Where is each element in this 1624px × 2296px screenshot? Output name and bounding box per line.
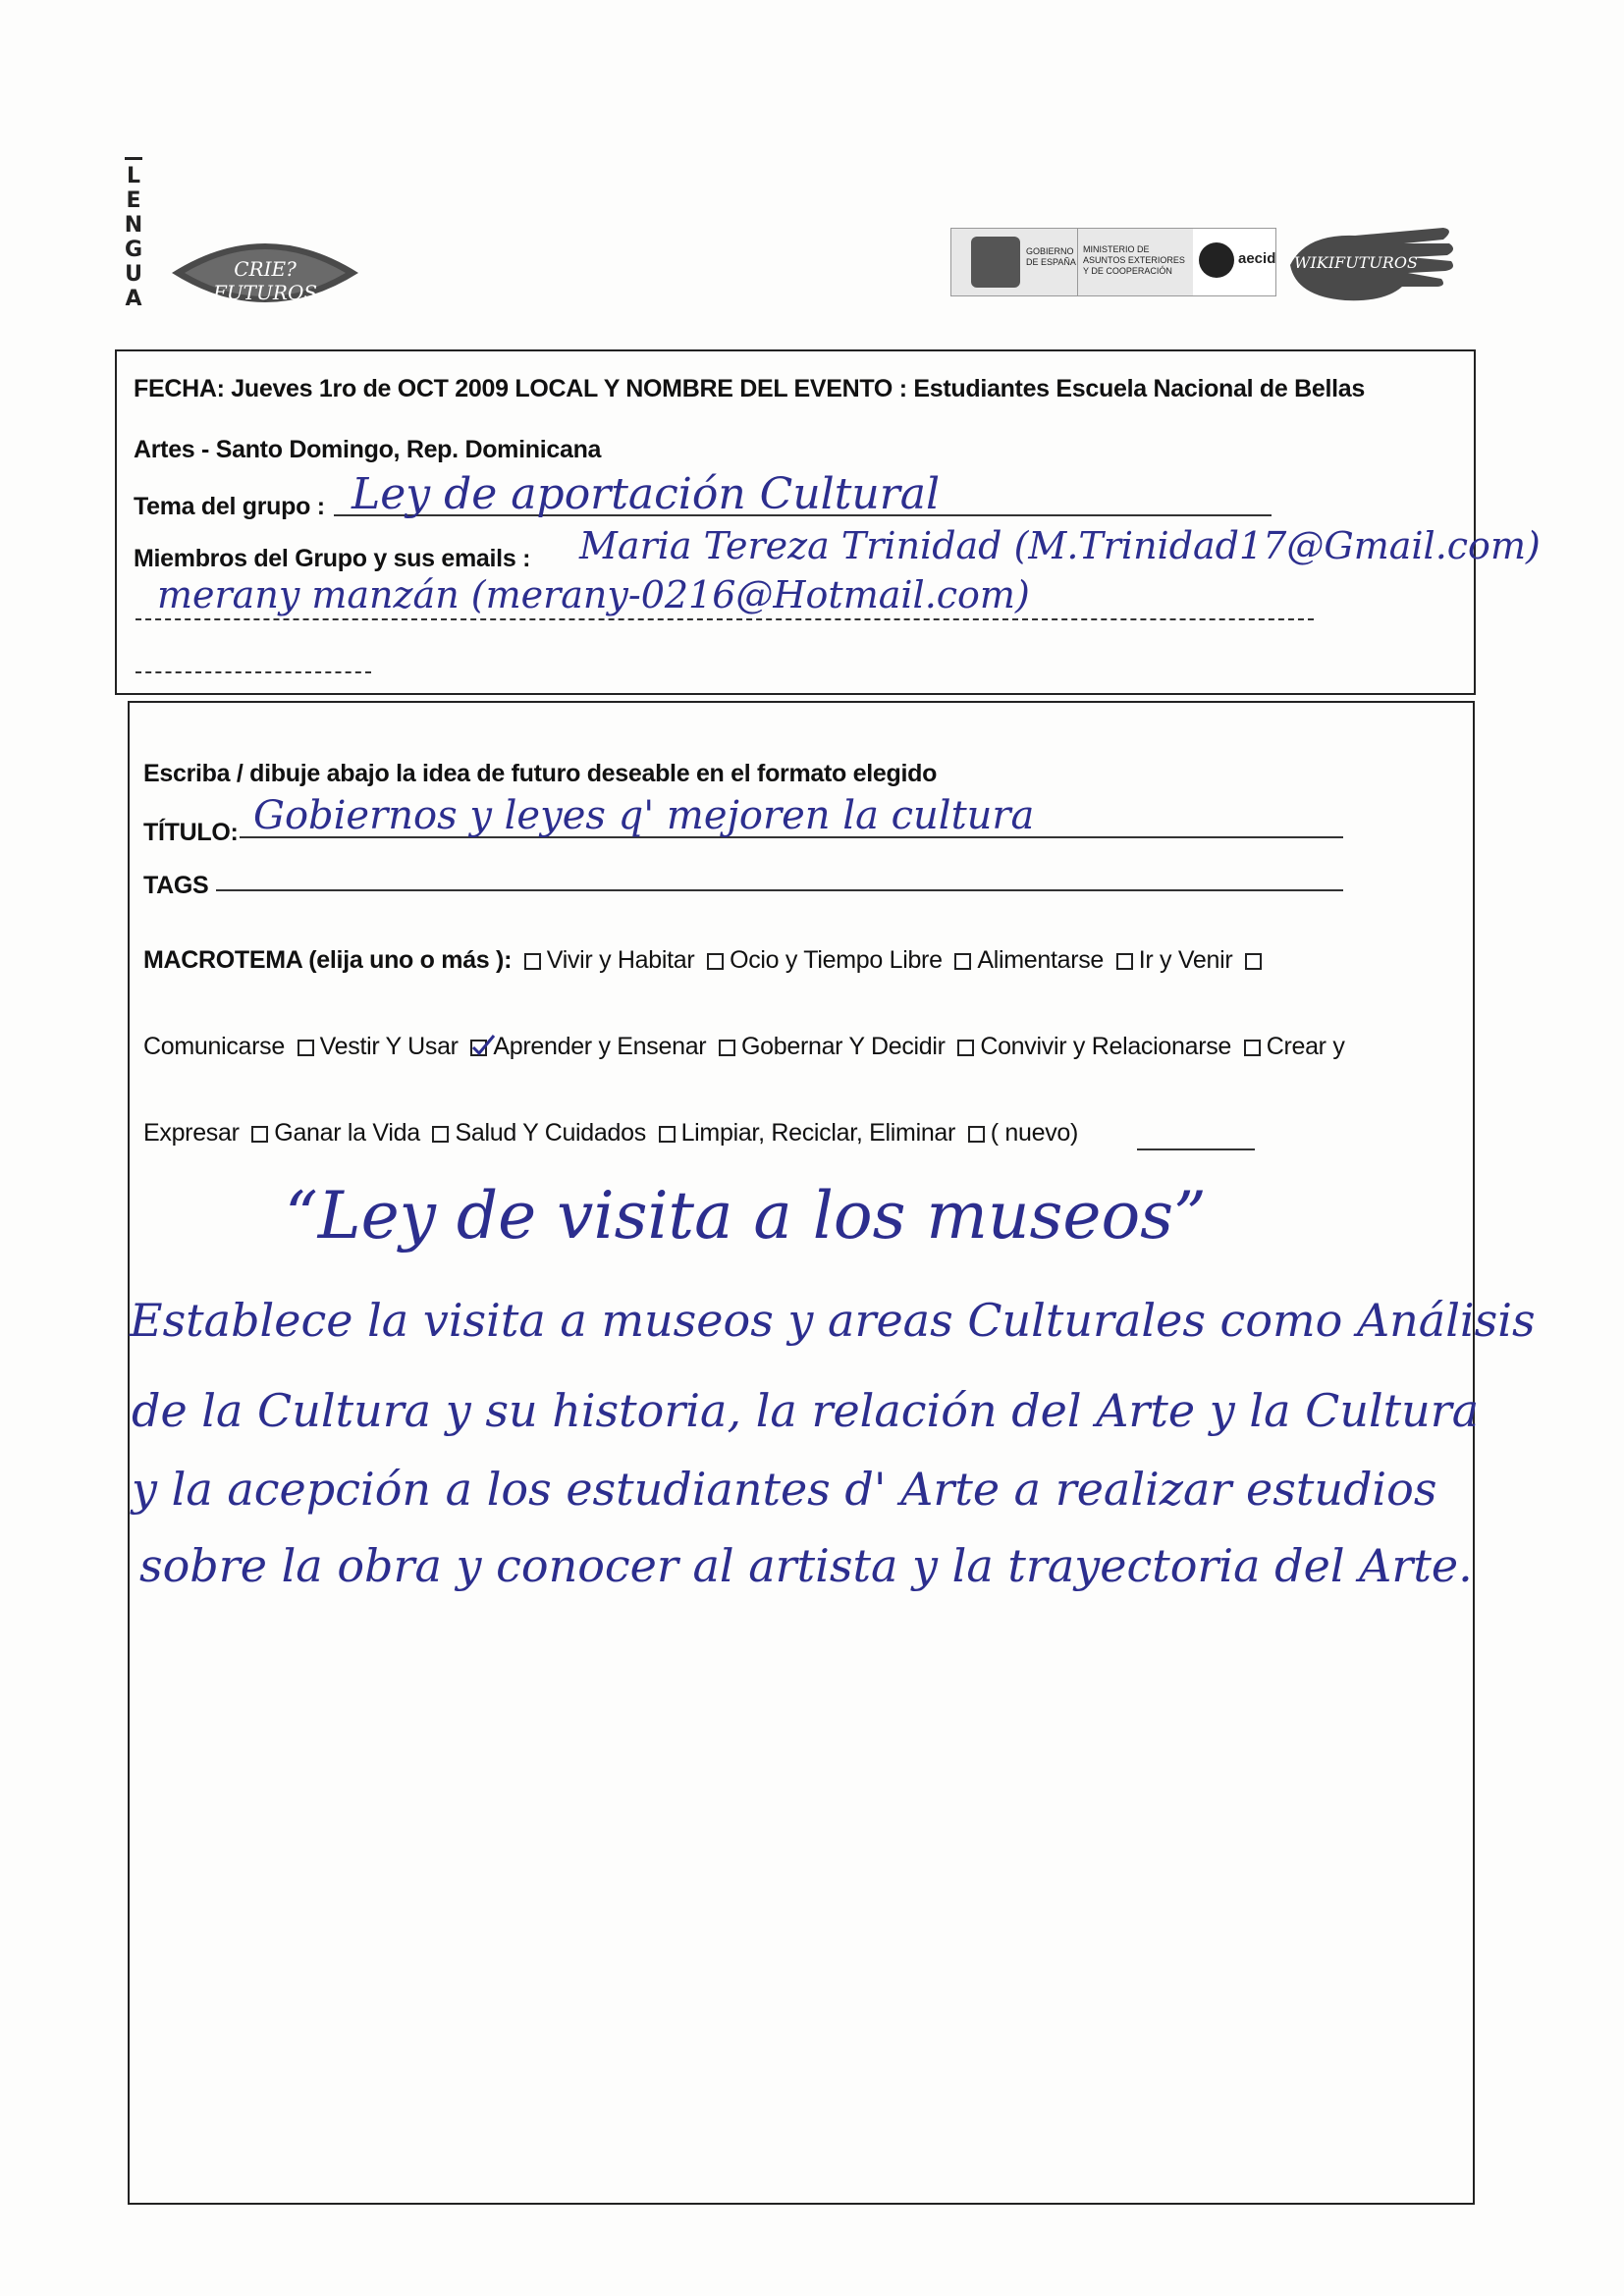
side-label-lengua: L E N G U A	[123, 157, 144, 311]
body-heading: “Ley de visita a los museos”	[285, 1178, 1207, 1254]
tags-underline	[216, 866, 1343, 891]
titulo-value: Gobiernos y leyes q' mejoren la cultura	[253, 793, 1035, 838]
option-ir-venir: Ir y Venir	[1138, 946, 1233, 974]
macrotema-line-2	[143, 1033, 1345, 1061]
member-3-line	[135, 650, 371, 673]
tema-label: Tema del grupo :	[134, 493, 325, 520]
checkbox-aprender-checked[interactable]	[470, 1040, 487, 1056]
checkbox-crear[interactable]	[1244, 1040, 1261, 1056]
checkbox-vestir[interactable]	[298, 1040, 314, 1056]
gobierno-espana-text: GOBIERNO DE ESPAÑA	[1026, 246, 1076, 267]
body-line-3: y la acepción a los estudiantes d' Arte a realizar estudios	[132, 1463, 1437, 1516]
checkbox-ganar-vida[interactable]	[251, 1126, 268, 1143]
option-aprender: Aprender y Ensenar	[493, 1033, 707, 1060]
macrotema-line-3	[143, 1119, 1078, 1148]
aecid-text: aecid	[1238, 250, 1276, 267]
body-line-4: sobre la obra y conocer al artista y la trayectoria del Arte.	[139, 1539, 1473, 1592]
checkbox-ocio[interactable]	[707, 953, 724, 970]
nuevo-underline	[1137, 1123, 1255, 1150]
event-info-line-2: Artes - Santo Domingo, Rep. Dominicana	[134, 436, 602, 463]
checkbox-salud[interactable]	[432, 1126, 449, 1143]
checkbox-ir-venir[interactable]	[1116, 953, 1133, 970]
option-comunicarse: Comunicarse	[143, 1033, 285, 1060]
option-alimentarse: Alimentarse	[977, 946, 1105, 974]
aecid-circle-icon	[1199, 242, 1234, 278]
member-1: Maria Tereza Trinidad (M.Trinidad17@Gmail.com)	[579, 524, 1541, 567]
crie-futuros-text: CRIE?FUTUROS	[212, 257, 318, 304]
option-gobernar: Gobernar Y Decidir	[740, 1033, 946, 1060]
option-limpiar: Limpiar, Reciclar, Eliminar	[680, 1119, 956, 1147]
checkbox-limpiar[interactable]	[659, 1126, 676, 1143]
tema-value: Ley de aportación Cultural	[352, 469, 941, 519]
wikifuturos-logo	[1286, 222, 1458, 306]
option-ganar-vida: Ganar la Vida	[274, 1119, 420, 1147]
checkbox-vivir[interactable]	[524, 953, 541, 970]
option-crear: Crear y	[1266, 1033, 1345, 1060]
option-expresar: Expresar	[143, 1119, 240, 1147]
checkbox-comunicarse[interactable]	[1245, 953, 1262, 970]
checkmark-icon	[470, 1034, 496, 1059]
checkbox-gobernar[interactable]	[719, 1040, 735, 1056]
checkbox-nuevo[interactable]	[968, 1126, 985, 1143]
checkbox-alimentarse[interactable]	[954, 953, 971, 970]
crie-futuros-logo	[167, 224, 363, 322]
spain-coat-of-arms-icon	[971, 237, 1020, 288]
member-2: merany manzán (merany-0216@Hotmail.com)	[157, 573, 1030, 616]
body-line-2: de la Cultura y su historia, la relación del Arte y la Cultura	[132, 1384, 1480, 1437]
option-convivir: Convivir y Relacionarse	[980, 1033, 1232, 1060]
tags-label: TAGS	[143, 872, 209, 899]
instruction-text: Escriba / dibuje abajo la idea de futuro deseable en el formato elegido	[143, 760, 938, 787]
titulo-label: TÍTULO:	[143, 819, 239, 846]
option-salud: Salud Y Cuidados	[455, 1119, 646, 1147]
body-line-1: Establece la visita a museos y areas Culturales como Análisis	[130, 1294, 1536, 1347]
ministerio-text: MINISTERIO DE ASUNTOS EXTERIORES Y DE COOPERACIÓN	[1083, 244, 1185, 276]
option-nuevo: ( nuevo)	[990, 1119, 1079, 1147]
checkbox-convivir[interactable]	[957, 1040, 974, 1056]
macrotema-label: MACROTEMA (elija uno o más ):	[143, 946, 513, 974]
option-vestir: Vestir Y Usar	[319, 1033, 459, 1060]
idea-form-box	[128, 701, 1475, 2205]
option-ocio: Ocio y Tiempo Libre	[730, 946, 943, 974]
wikifuturos-text: WIKIFUTUROS	[1294, 253, 1418, 272]
option-vivir: Vivir y Habitar	[546, 946, 695, 974]
government-logos	[950, 228, 1276, 296]
event-info-line-1: FECHA: Jueves 1ro de OCT 2009 LOCAL Y NOMBRE DEL EVENTO : Estudiantes Escuela Nacional de Bellas	[134, 375, 1366, 402]
miembros-label: Miembros del Grupo y sus emails :	[134, 545, 531, 572]
macrotema-line-1	[143, 946, 1268, 975]
